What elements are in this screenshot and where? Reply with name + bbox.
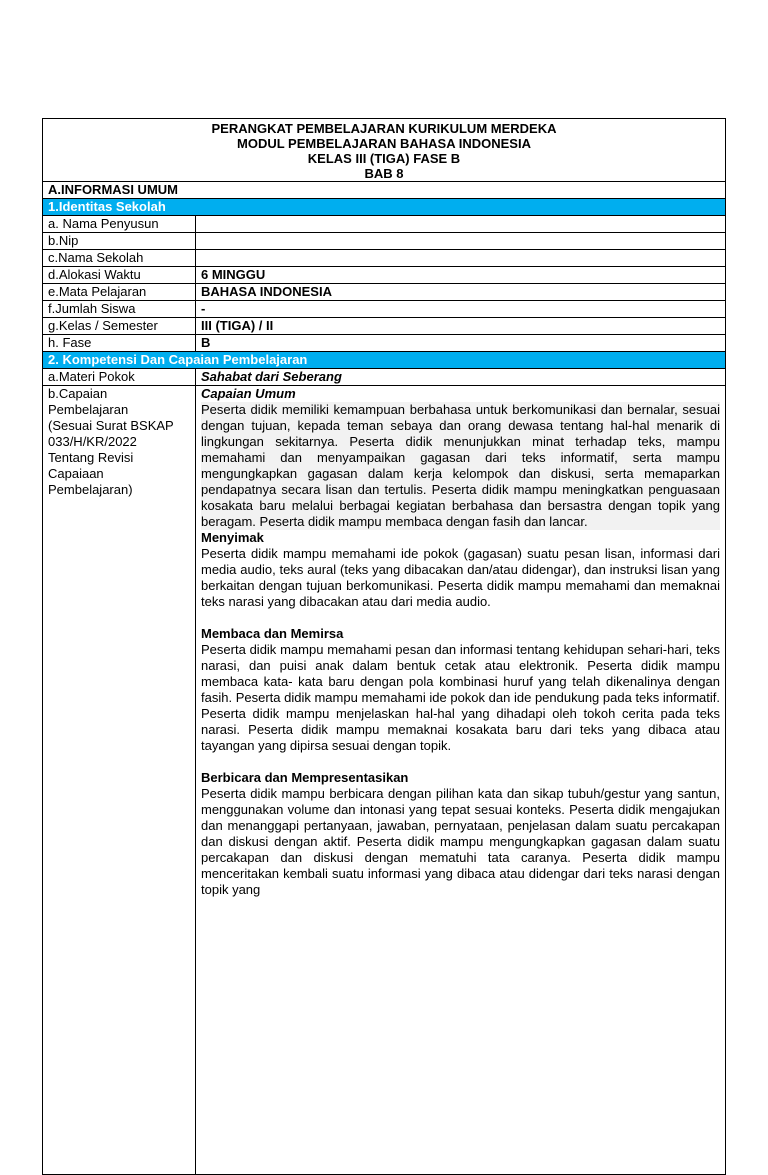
capaian-label-line: Capaiaan — [48, 466, 104, 481]
capaian-umum-title: Capaian Umum — [201, 386, 296, 401]
membaca-title: Membaca dan Memirsa — [201, 626, 344, 641]
title-line-1: PERANGKAT PEMBELAJARAN KURIKULUM MERDEKA — [211, 121, 557, 136]
row-value: 6 MINGGU — [196, 267, 726, 284]
title-line-3: KELAS III (TIGA) FASE B — [307, 151, 461, 166]
berbicara-text: Peserta didik mampu berbicara dengan pilihan kata dan sikap tubuh/gestur yang santun, menggunakan volume dan intonasi yang tepat sesuai konteks. Peserta didik mengajukan dan menanggapi pertanyaan, jawaban, pernyataan, penjelasan dalam suatu percakapan dan diskusi dengan aktif. Peserta didik mampu mengungkapkan gagasan dalam suatu percakapan dan diskusi dengan mematuhi tata caranya. Peserta didik mampu menceritakan kembali suatu informasi yang dibaca atau didengar dari teks narasi dengan topik yang — [201, 786, 720, 897]
materi-value: Sahabat dari Seberang — [196, 369, 726, 386]
capaian-row — [43, 386, 726, 1175]
spacer — [201, 754, 720, 770]
row-value — [196, 233, 726, 250]
capaian-label-line: Pembelajaran — [48, 402, 129, 417]
row-label: a. Nama Penyusun — [43, 216, 196, 233]
menyimak-text: Peserta didik mampu memahami ide pokok (gagasan) suatu pesan lisan, informasi dari media audio, teks aural (teks yang dibacakan dan/atau didengar), dan instruksi lisan yang berkaitan dengan tujuan berkomunikasi. Peserta didik mampu memahami dan memaknai teks narasi yang dibacakan atau dari media audio. — [201, 546, 720, 609]
materi-row — [43, 369, 726, 386]
row-label: h. Fase — [43, 335, 196, 352]
capaian-label-line: b.Capaian — [48, 386, 108, 401]
title-line-2: MODUL PEMBELAJARAN BAHASA INDONESIA — [237, 136, 531, 151]
row-value — [196, 216, 726, 233]
table-row — [43, 267, 726, 284]
table-row — [43, 284, 726, 301]
document-page — [42, 118, 726, 1175]
capaian-content — [196, 386, 726, 1175]
section-1-heading: 1.Identitas Sekolah — [43, 199, 726, 216]
row-label: f.Jumlah Siswa — [43, 301, 196, 318]
capaian-label-line: Tentang Revisi — [48, 450, 134, 465]
capaian-content-body — [201, 386, 720, 1174]
title-line-4: BAB 8 — [364, 166, 404, 181]
table-row — [43, 216, 726, 233]
section-2-row — [43, 352, 726, 369]
row-label: e.Mata Pelajaran — [43, 284, 196, 301]
row-label: d.Alokasi Waktu — [43, 267, 196, 284]
row-value: B — [196, 335, 726, 352]
materi-label: a.Materi Pokok — [43, 369, 196, 386]
row-label: g.Kelas / Semester — [43, 318, 196, 335]
row-value: III (TIGA) / II — [196, 318, 726, 335]
membaca-text: Peserta didik mampu memahami pesan dan informasi tentang kehidupan sehari-hari, teks narasi, dan puisi anak dalam bentuk cetak atau elektronik. Peserta didik mampu membaca kata- kata baru dengan pola kombinasi huruf yang telah dikenalinya dengan fasih. Peserta didik mampu memahami ide pokok dan ide pendukung pada teks informatif. Peserta didik mampu menjelaskan hal-hal yang dihadapi oleh tokoh cerita pada teks narasi. Peserta didik mampu memaknai kosakata baru dari teks yang dibaca atau tayangan yang dipirsa sesuai dengan topik. — [201, 642, 720, 753]
row-label: c.Nama Sekolah — [43, 250, 196, 267]
spacer — [201, 610, 720, 626]
rpp-table — [42, 118, 726, 1175]
table-row — [43, 335, 726, 352]
capaian-label-line: 033/H/KR/2022 — [48, 434, 137, 449]
table-row — [43, 250, 726, 267]
table-row — [43, 318, 726, 335]
row-value: - — [196, 301, 726, 318]
row-label: b.Nip — [43, 233, 196, 250]
menyimak-title: Menyimak — [201, 530, 264, 545]
row-value — [196, 250, 726, 267]
section-a-heading: A.INFORMASI UMUM — [43, 182, 726, 199]
berbicara-title: Berbicara dan Mempresentasikan — [201, 770, 409, 785]
section-1-row — [43, 199, 726, 216]
row-value: BAHASA INDONESIA — [196, 284, 726, 301]
section-2-heading: 2. Kompetensi Dan Capaian Pembelajaran — [43, 352, 726, 369]
header-row — [43, 119, 726, 182]
capaian-label-line: Pembelajaran) — [48, 482, 133, 497]
table-row — [43, 301, 726, 318]
document-title — [43, 119, 726, 182]
capaian-umum-text: Peserta didik memiliki kemampuan berbahasa untuk berkomunikasi dan bernalar, sesuai dengan tujuan, kepada teman sebaya dan orang dewasa tentang hal-hal menarik di lingkungan sekitarnya. Peserta didik menunjukkan minat terhadap teks, mampu memahami dan menyampaikan gagasan dari teks informatif, serta mampu mengungkapkan gagasan dalam kerja kelompok dan diskusi, serta memaparkan pendapatnya secara lisan dan tertulis. Peserta didik mampu meningkatkan penguasaan kosakata baru melalui berbagai kegiatan berbahasa dan bersastra dengan topik yang beragam. Peserta didik mampu membaca dengan fasih dan lancar. — [201, 402, 720, 529]
capaian-label — [43, 386, 196, 1175]
section-a-row — [43, 182, 726, 199]
capaian-label-line: (Sesuai Surat BSKAP — [48, 418, 174, 433]
table-row — [43, 233, 726, 250]
